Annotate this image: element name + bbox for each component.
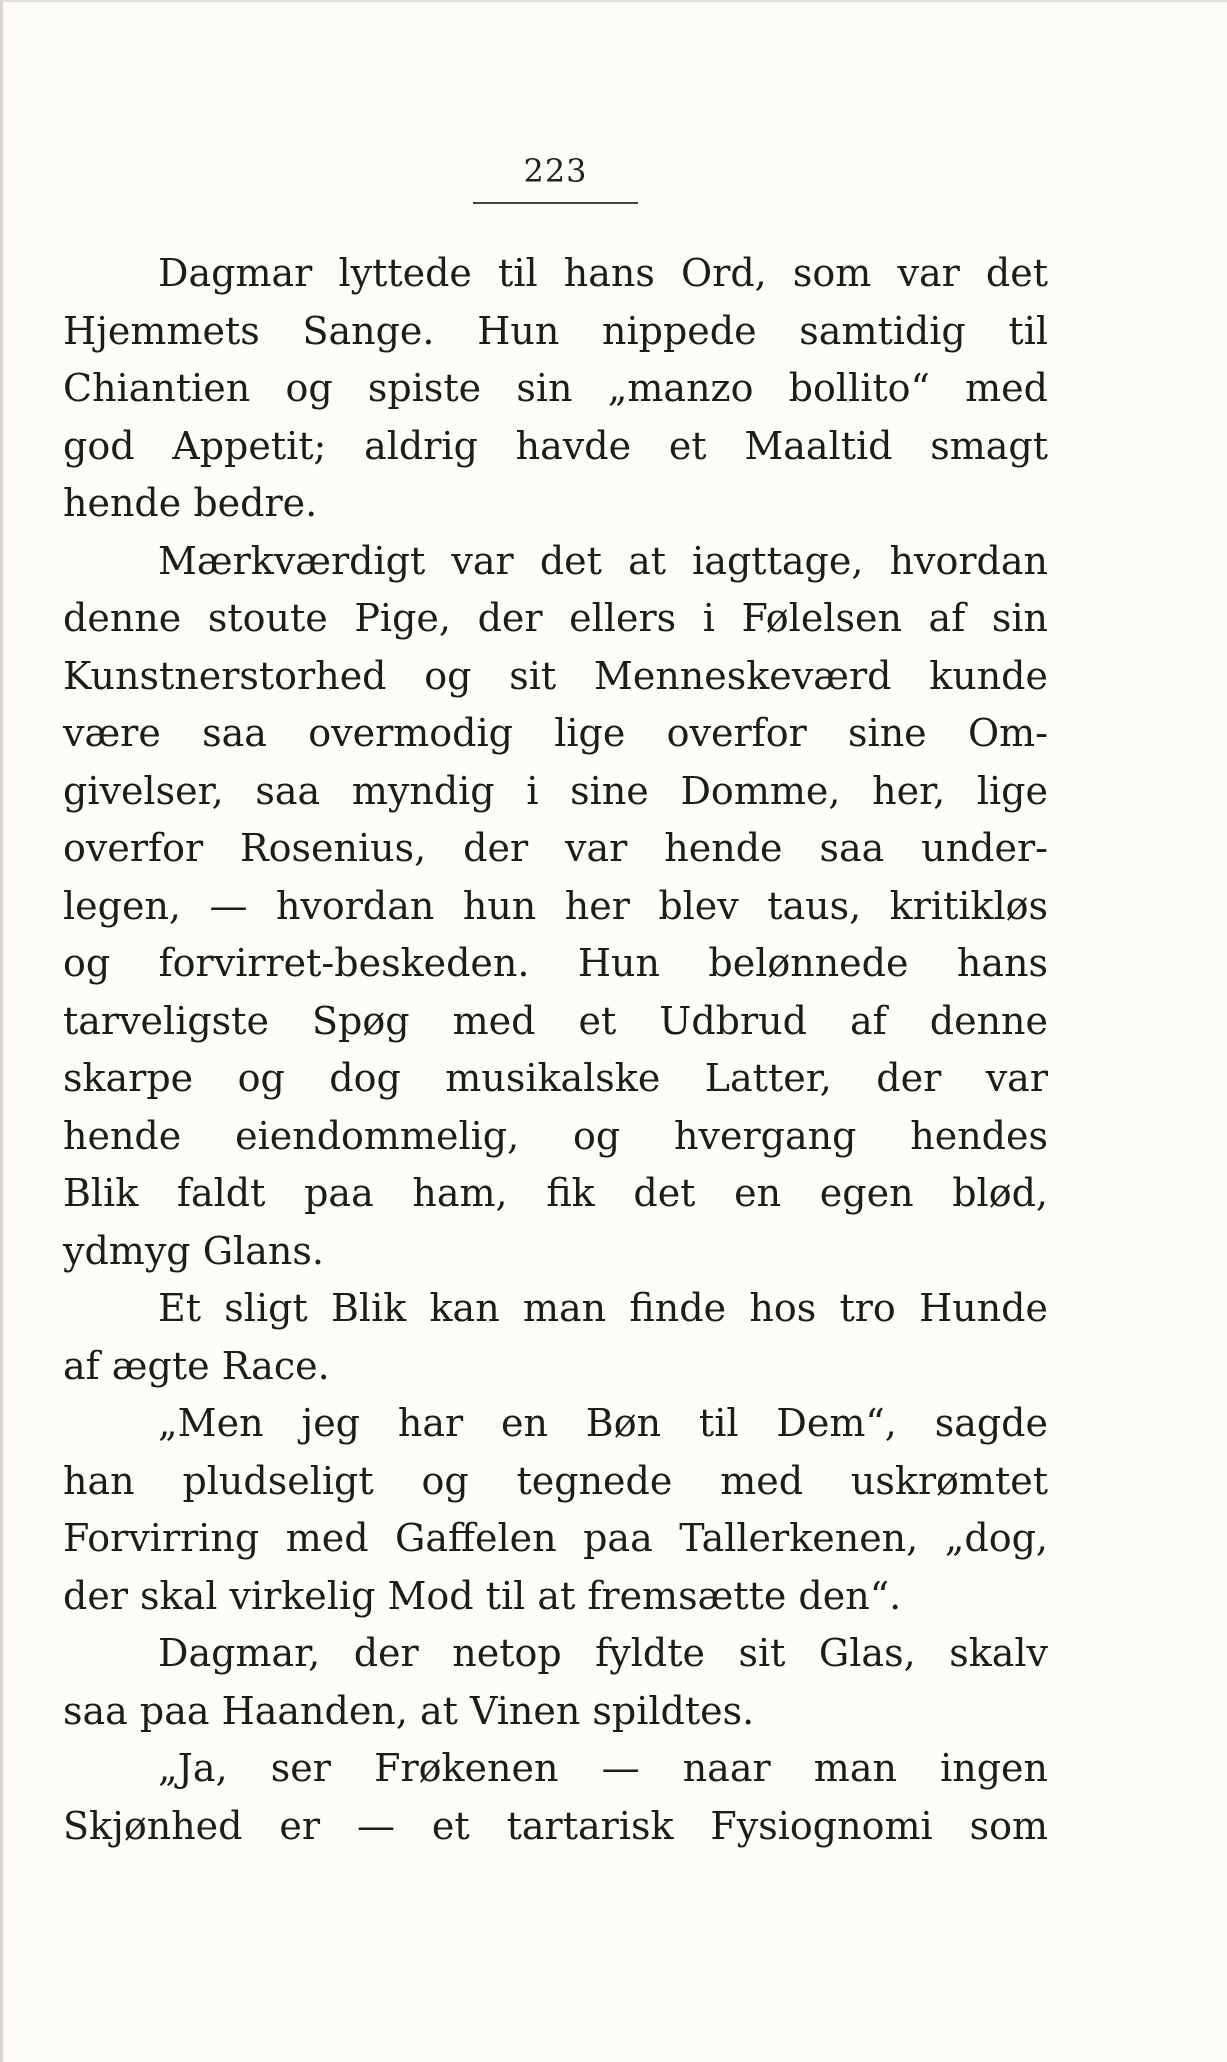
- text-line: saa paa Haanden, at Vinen spildtes.: [63, 1688, 755, 1733]
- body-text: [63, 245, 1048, 1855]
- text-line: Kunstnerstorhed og sit Menneskeværd kunde: [63, 653, 1048, 698]
- text-line: „Ja, ser Frøkenen — naar man ingen: [158, 1746, 1048, 1790]
- text-line: Chiantien og spiste sin „manzo bollito“ med: [63, 366, 1048, 410]
- text-line: „Men jeg har en Bøn til Dem“, sagde: [158, 1401, 1048, 1445]
- text-line: denne stoute Pige, der ellers i Følelsen af sin: [63, 596, 1048, 640]
- text-line: Dagmar, der netop fyldte sit Glas, skalv: [158, 1631, 1048, 1675]
- text-line: ydmyg Glans.: [63, 1228, 324, 1273]
- text-line: god Appetit; aldrig havde et Maaltid smagt: [63, 423, 1048, 468]
- text-line: hende bedre.: [63, 481, 318, 525]
- text-line: Mærkværdigt var det at iagttage, hvordan: [158, 538, 1048, 583]
- text-line: Forvirring med Gaffelen paa Tallerkenen, „dog,: [63, 1516, 1048, 1560]
- text-line: Dagmar lyttede til hans Ord, som var det: [158, 251, 1048, 295]
- text-line: tarveligste Spøg med et Udbrud af denne: [63, 998, 1048, 1043]
- text-line: af ægte Race.: [63, 1343, 330, 1388]
- text-line: skarpe og dog musikalske Latter, der var: [63, 1056, 1048, 1100]
- text-line: han pludseligt og tegnede med uskrømtet: [63, 1458, 1048, 1503]
- text-line: være saa overmodig lige overfor sine Om-: [63, 711, 1048, 755]
- text-line: der skal virkelig Mod til at fremsætte den“.: [63, 1573, 902, 1618]
- page-number-rule: [473, 202, 638, 204]
- text-line: Blik faldt paa ham, fik det en egen blød,: [63, 1171, 1048, 1215]
- text-line: legen, — hvordan hun her blev taus, kritikløs: [63, 883, 1048, 928]
- text-line: og forvirret-beskeden. Hun belønnede hans: [63, 941, 1048, 985]
- text-line: overfor Rosenius, der var hende saa under-: [63, 826, 1048, 870]
- text-line: hende eiendommelig, og hvergang hendes: [63, 1113, 1048, 1158]
- text-line: Et sligt Blik kan man finde hos tro Hunde: [158, 1286, 1048, 1330]
- text-line: Hjemmets Sange. Hun nippede samtidig til: [63, 308, 1048, 353]
- text-line: Skjønhed er — et tartarisk Fysiognomi som: [63, 1803, 1048, 1848]
- text-line: givelser, saa myndig i sine Domme, her, lige: [63, 768, 1048, 813]
- page-number: 223: [523, 152, 588, 190]
